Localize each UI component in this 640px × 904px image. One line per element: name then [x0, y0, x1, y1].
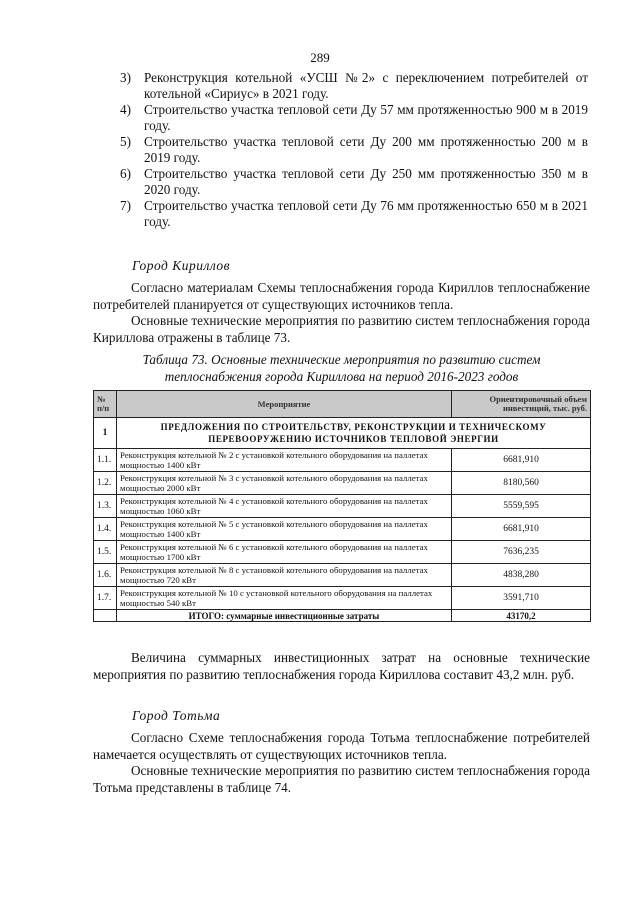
row-number: 1.7. — [94, 587, 117, 610]
total-value: 43170,2 — [452, 610, 591, 622]
table-section-row — [94, 418, 591, 449]
list-item-number: 5) — [120, 134, 131, 149]
table-row — [94, 449, 591, 472]
list-item-number: 3) — [120, 70, 131, 85]
section-title: ПРЕДЛОЖЕНИЯ ПО СТРОИТЕЛЬСТВУ, РЕКОНСТРУКЦИИ И ТЕХНИЧЕСКОМУ ПЕРЕВООРУЖЕНИЮ ИСТОЧНИКОВ ТЕПЛОВОЙ ЭНЕРГИИ — [117, 418, 591, 449]
table-row — [94, 518, 591, 541]
row-number: 1.5. — [94, 541, 117, 564]
row-measure: Реконструкция котельной № 8 с установкой котельного оборудования на паллетах мощностью 720 кВт — [117, 564, 452, 587]
table-row — [94, 495, 591, 518]
list-item-text: Строительство участка тепловой сети Ду 57 мм протяженностью 900 м в 2019 году. — [144, 102, 588, 133]
list-item-number: 4) — [120, 102, 131, 117]
measures-list — [120, 70, 588, 230]
total-empty-cell — [94, 610, 117, 622]
row-measure: Реконструкция котельной № 5 с установкой котельного оборудования на паллетах мощностью 1400 кВт — [117, 518, 452, 541]
table-row — [94, 472, 591, 495]
row-number: 1.1. — [94, 449, 117, 472]
row-measure: Реконструкция котельной № 3 с установкой котельного оборудования на паллетах мощностью 2000 кВт — [117, 472, 452, 495]
list-item — [120, 102, 588, 134]
list-item-number: 6) — [120, 166, 131, 181]
row-measure: Реконструкция котельной № 4 с установкой котельного оборудования на паллетах мощностью 1060 кВт — [117, 495, 452, 518]
row-measure: Реконструкция котельной № 6 с установкой котельного оборудования на паллетах мощностью 1700 кВт — [117, 541, 452, 564]
row-value: 8180,560 — [452, 472, 591, 495]
row-value: 6681,910 — [452, 518, 591, 541]
list-item — [120, 70, 588, 102]
row-value: 5559,595 — [452, 495, 591, 518]
measures-table — [93, 390, 591, 622]
totma-paragraph-1: Согласно Схеме теплоснабжения города Тотьма теплоснабжение потребителей намечается осуществлять от существующих источников тепла. — [93, 730, 590, 762]
table-row — [94, 564, 591, 587]
header-investment: Ориентировочный объем инвестиций, тыс. руб. — [452, 391, 591, 418]
row-number: 1.3. — [94, 495, 117, 518]
investment-summary: Величина суммарных инвестиционных затрат на основные технические мероприятия по развитию теплоснабжения города Кириллова составит 43,2 млн. руб. — [93, 650, 590, 682]
list-item-text: Строительство участка тепловой сети Ду 200 мм протяженностью 200 м в 2019 году. — [144, 134, 588, 165]
total-label: ИТОГО: суммарные инвестиционные затраты — [117, 610, 452, 622]
list-item-text: Реконструкция котельной «УСШ №2» с переключением потребителей от котельной «Сириус» в 2021 году. — [144, 70, 588, 101]
row-value: 6681,910 — [452, 449, 591, 472]
list-item — [120, 134, 588, 166]
totma-paragraph-2: Основные технические мероприятия по развитию систем теплоснабжения города Тотьма представлены в таблице 74. — [93, 763, 590, 795]
row-number: 1.2. — [94, 472, 117, 495]
kirillov-paragraph-1: Согласно материалам Схемы теплоснабжения города Кириллов теплоснабжение потребителей планируется от существующих источников тепла. — [93, 280, 590, 312]
list-item — [120, 166, 588, 198]
totma-heading: Город Тотьма — [132, 708, 221, 723]
table-row — [94, 541, 591, 564]
header-number: № п/п — [94, 391, 117, 418]
list-item-text: Строительство участка тепловой сети Ду 76 мм протяженностью 650 м в 2021 году. — [144, 198, 588, 229]
row-measure: Реконструкция котельной № 10 с установкой котельного оборудования на паллетах мощностью 540 кВт — [117, 587, 452, 610]
table-header-row — [94, 391, 591, 418]
list-item — [120, 198, 588, 230]
row-number: 1.4. — [94, 518, 117, 541]
list-item-text: Строительство участка тепловой сети Ду 250 мм протяженностью 350 м в 2020 году. — [144, 166, 588, 197]
list-item-number: 7) — [120, 198, 131, 213]
row-value: 4838,280 — [452, 564, 591, 587]
table-caption: Таблица 73. Основные технические мероприятия по развитию систем теплоснабжения города Кириллова на период 2016-2023 годов — [142, 352, 541, 384]
table-total-row — [94, 610, 591, 622]
row-measure: Реконструкция котельной № 2 с установкой котельного оборудования на паллетах мощностью 1400 кВт — [117, 449, 452, 472]
row-value: 3591,710 — [452, 587, 591, 610]
section-number: 1 — [94, 418, 117, 449]
kirillov-heading: Город Кириллов — [132, 258, 231, 273]
row-value: 7636,235 — [452, 541, 591, 564]
row-number: 1.6. — [94, 564, 117, 587]
table-row — [94, 587, 591, 610]
page-number: 289 — [310, 50, 330, 65]
header-measure: Мероприятие — [117, 391, 452, 418]
kirillov-paragraph-2: Основные технические мероприятия по развитию систем теплоснабжения города Кириллова отражены в таблице 73. — [93, 313, 590, 345]
